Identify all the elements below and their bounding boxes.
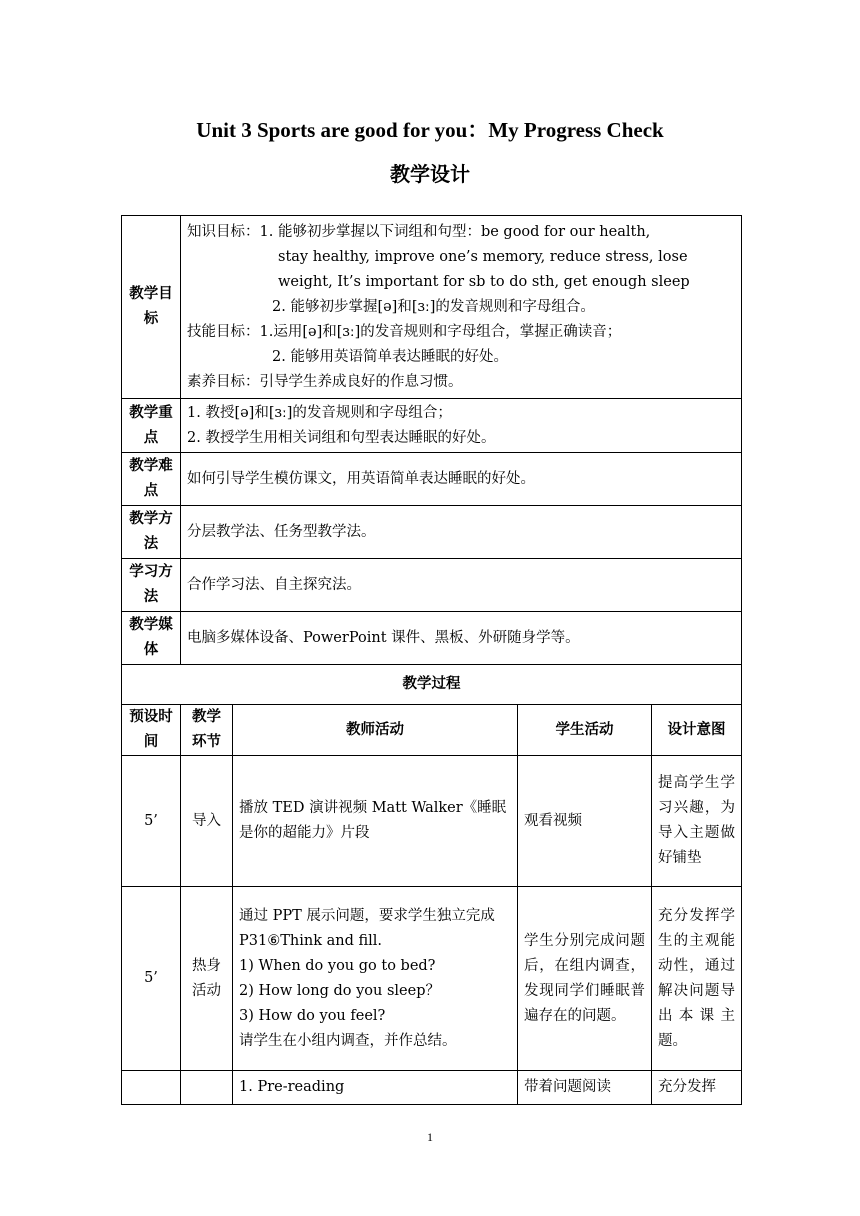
- knowledge-goal-line-1: 知识目标：1. 能够初步掌握以下词组和句型：be good for our health,: [187, 223, 651, 240]
- row-time: [122, 1071, 181, 1105]
- knowledge-goal-line-2: stay healthy, improve one’s memory, reduce stress, lose: [278, 248, 688, 265]
- table-row: [122, 1071, 742, 1105]
- process-header-row: [122, 705, 742, 756]
- row-student-activity: 学生分别完成问题后，在组内调查，发现同学们睡眠普遍存在的问题。: [518, 887, 652, 1071]
- table-row: [122, 887, 742, 1071]
- key-point-2: 2. 教授学生用相关词组和句型表达睡眠的好处。: [187, 429, 496, 446]
- knowledge-goal-line-3: weight, It’s important for sb to do sth, get enough sleep: [278, 273, 690, 290]
- teacher-line: 通过 PPT 展示问题，要求学生独立完成 P31⑥Think and fill.: [239, 907, 495, 949]
- media-content: 电脑多媒体设备、PowerPoint 课件、黑板、外研随身学等。: [181, 612, 742, 665]
- row-stage: [181, 1071, 233, 1105]
- teacher-line: 请学生在小组内调查，并作总结。: [239, 1032, 457, 1049]
- row-stage: 热身活动: [181, 887, 233, 1071]
- teaching-method-content: 分层教学法、任务型教学法。: [181, 506, 742, 559]
- column-header-student: 学生活动: [518, 705, 652, 756]
- skill-goal-line-2: 2. 能够用英语简单表达睡眠的好处。: [272, 348, 508, 365]
- knowledge-goal-line-4: 2. 能够初步掌握[ə]和[ɜː]的发音规则和字母组合。: [272, 298, 595, 315]
- key-point-1: 1. 教授[ə]和[ɜː]的发音规则和字母组合；: [187, 404, 452, 421]
- difficulty-content: 如何引导学生模仿课文，用英语简单表达睡眠的好处。: [181, 453, 742, 506]
- row-time: 5’: [122, 756, 181, 887]
- teacher-line: 2) How long do you sleep？: [239, 982, 440, 999]
- row-student-activity: 观看视频: [518, 756, 652, 887]
- teaching-method-label: 教学方法: [122, 506, 181, 559]
- goals-content: [181, 216, 742, 399]
- row-teacher-activity: 播放 TED 演讲视频 Matt Walker《睡眠是你的超能力》片段: [233, 756, 518, 887]
- key-points-label: 教学重点: [122, 399, 181, 453]
- row-teacher-activity: [233, 887, 518, 1071]
- row-time: 5’: [122, 887, 181, 1071]
- row-design-intent: 充分发挥: [652, 1071, 742, 1105]
- skill-goal-line-1: 技能目标：1.运用[ə]和[ɜː]的发音规则和字母组合，掌握正确读音；: [187, 323, 622, 340]
- key-points-row: [122, 399, 742, 453]
- row-design-intent: 充分发挥学生的主观能动性，通过解决问题导出本课主题。: [652, 887, 742, 1071]
- media-label: 教学媒体: [122, 612, 181, 665]
- column-header-teacher: 教师活动: [233, 705, 518, 756]
- learning-method-label: 学习方法: [122, 559, 181, 612]
- goals-label: 教学目标: [122, 216, 181, 399]
- page-number: 1: [427, 1130, 433, 1144]
- teaching-method-row: [122, 506, 742, 559]
- teacher-line: 1) When do you go to bed?: [239, 957, 436, 974]
- literacy-goal: 素养目标：引导学生养成良好的作息习惯。: [187, 373, 463, 390]
- learning-method-content: 合作学习法、自主探究法。: [181, 559, 742, 612]
- document-subtitle: 教学设计: [390, 162, 470, 186]
- column-header-time: 预设时间: [122, 705, 181, 756]
- column-header-intent: 设计意图: [652, 705, 742, 756]
- row-stage: 导入: [181, 756, 233, 887]
- media-row: [122, 612, 742, 665]
- row-teacher-activity: 1. Pre-reading: [233, 1071, 518, 1105]
- difficulty-label: 教学难点: [122, 453, 181, 506]
- teacher-line: 3) How do you feel?: [239, 1007, 386, 1024]
- document-title: Unit 3 Sports are good for you：My Progress Check: [196, 118, 664, 142]
- column-header-stage: 教学环节: [181, 705, 233, 756]
- process-heading-row: [122, 665, 742, 705]
- goals-row: [122, 216, 742, 399]
- process-heading: 教学过程: [122, 665, 742, 705]
- learning-method-row: [122, 559, 742, 612]
- table-row: [122, 756, 742, 887]
- row-design-intent: 提高学生学习兴趣，为导入主题做好铺垫: [652, 756, 742, 887]
- lesson-plan-table: [121, 215, 742, 1105]
- difficulty-row: [122, 453, 742, 506]
- row-student-activity: 带着问题阅读: [518, 1071, 652, 1105]
- key-points-content: [181, 399, 742, 453]
